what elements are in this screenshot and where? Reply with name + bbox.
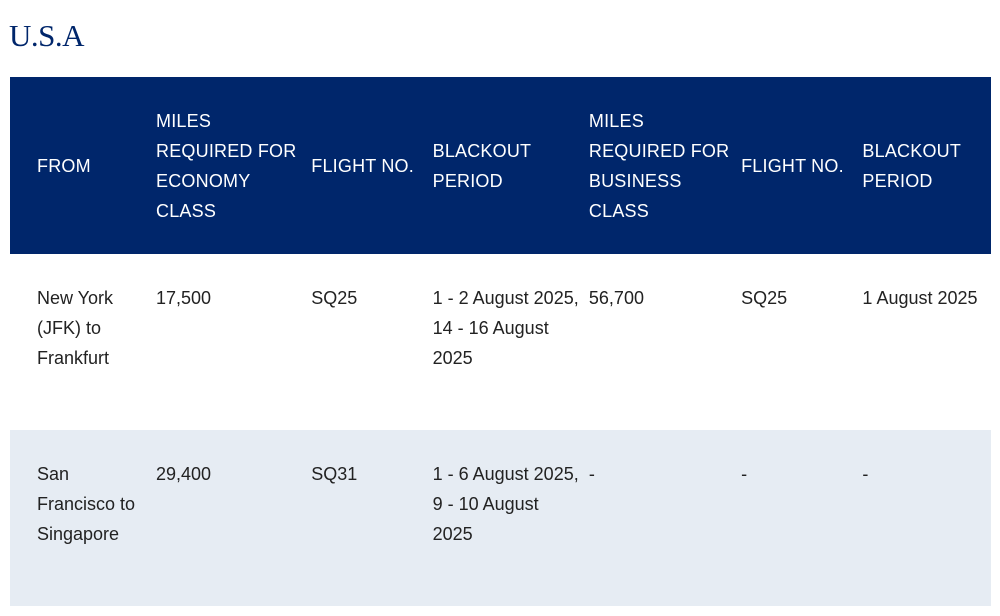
cell-from: San Francisco to Singapore [37,464,136,544]
header-business-miles: MILES REQUIRED FOR BUSINESS CLASS [588,110,730,221]
cell-economy-miles: 17,500 [156,288,212,308]
header-business-flight: FLIGHT NO. [741,155,844,176]
header-economy-miles: MILES REQUIRED FOR ECONOMY CLASS [156,110,297,221]
cell-business-flight: SQ25 [741,288,788,308]
table-row [10,254,991,430]
table-row [10,430,991,606]
section-title: U.S.A [9,18,85,53]
cell-economy-flight: SQ31 [311,464,358,484]
cell-economy-blackout: 1 - 2 August 2025, 14 - 16 August 2025 [432,288,579,368]
cell-economy-flight: SQ25 [311,288,358,308]
table-header-row [10,77,991,254]
header-from: FROM [37,155,91,176]
cell-economy-blackout: 1 - 6 August 2025, 9 - 10 August 2025 [432,464,579,544]
cell-business-miles: 56,700 [588,288,644,308]
cell-business-blackout: 1 August 2025 [862,288,978,308]
cell-economy-miles: 29,400 [156,464,212,484]
award-miles-table [10,77,991,606]
cell-business-miles: - [588,464,595,484]
header-economy-blackout: BLACKOUT PERIOD [432,140,531,191]
cell-business-flight: - [741,464,748,484]
cell-from: New York (JFK) to Frankfurt [37,288,114,368]
header-business-blackout: BLACKOUT PERIOD [862,140,961,191]
header-economy-flight: FLIGHT NO. [311,155,414,176]
cell-business-blackout: - [862,464,869,484]
